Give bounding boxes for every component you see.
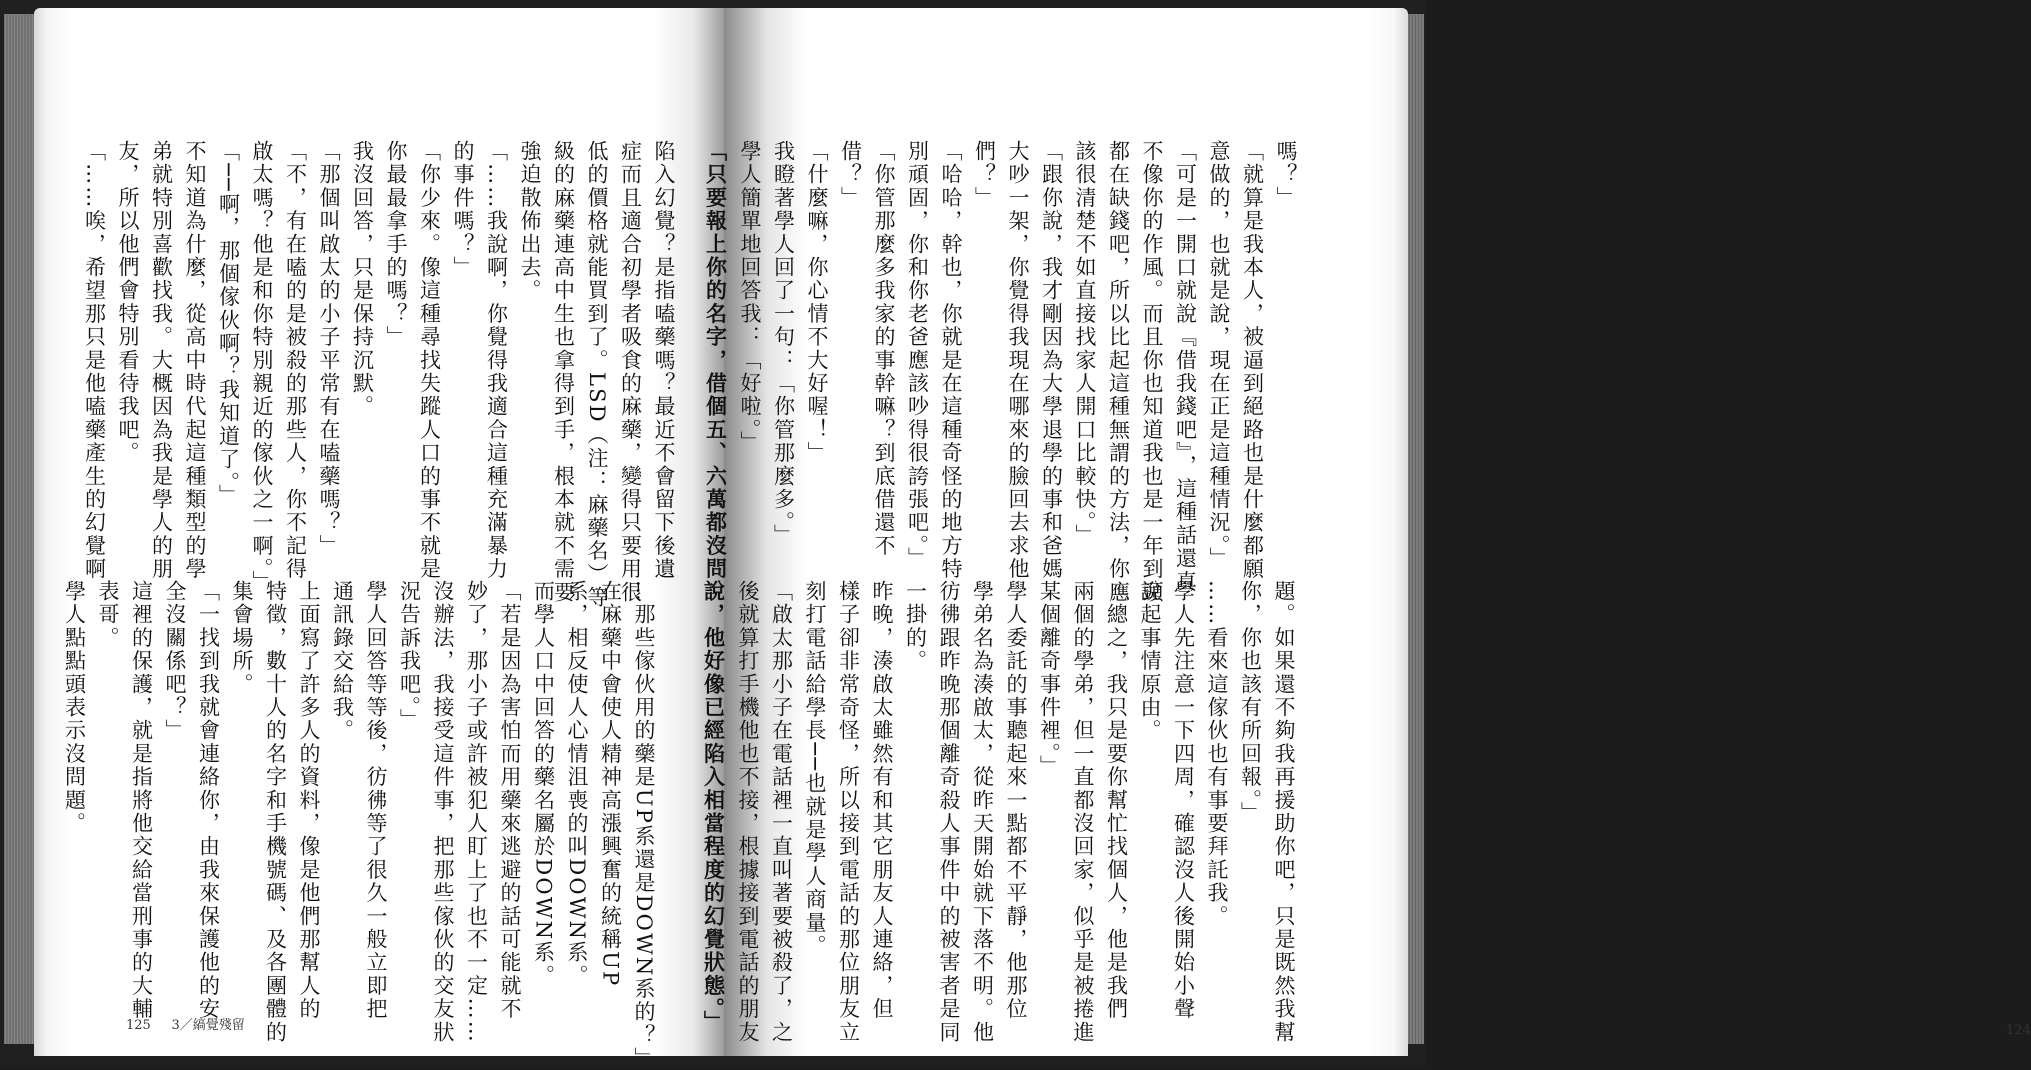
text-column: 這裡的保護，就是指將他交給當刑事的大輔 bbox=[129, 580, 154, 1021]
text-column: 一掛的。 bbox=[903, 580, 928, 673]
right-page-lower-text bbox=[697, 580, 1300, 1044]
left-page-folio bbox=[126, 1014, 245, 1033]
text-column: 你，你也該有所回報。」 bbox=[1238, 580, 1263, 825]
text-column: 「你管那麼多我家的事幹嘛？到底借還不 bbox=[872, 140, 896, 558]
text-column: 「一找到我就會連絡你，由我來保護他的安 bbox=[196, 580, 221, 1021]
text-column: 後就算打手機他也不接，根據接到電話的朋友 bbox=[736, 580, 760, 1044]
left-page-number: 125 bbox=[126, 1018, 151, 1033]
text-column: 學人先注意一下四周，確認沒人後開始小聲 bbox=[1171, 580, 1196, 1021]
text-column: 上面寫了許多人的資料，像是他們那幫人的 bbox=[297, 580, 321, 1021]
text-column: 都在缺錢吧，所以比起這種無謂的方法，你應 bbox=[1106, 140, 1131, 604]
text-column: 不知道為什麼，從高中時代起這種類型的學 bbox=[183, 140, 207, 581]
text-column: 某個離奇事件裡。」 bbox=[1037, 580, 1062, 779]
text-column: 別頑固，你和你老爸應該吵得很誇張吧。」 bbox=[905, 140, 930, 571]
text-column: 級的麻藥連高中生也拿得到手，根本就不需要 bbox=[551, 140, 576, 604]
text-column: 說，他好像已經陷入相當程度的幻覺狀態。」 bbox=[701, 580, 727, 1034]
text-column: 「只要報上你的名字，借個五、六萬都沒問 bbox=[703, 140, 729, 581]
text-column: 學人委託的事聽起來一點都不平靜，他那位 bbox=[1004, 580, 1028, 1021]
text-column: 「……唉，希望那只是他嗑藥產生的幻覺啊 bbox=[82, 140, 107, 581]
text-column: …那些傢伙用的藥是UP系還是DOWN系的？」 bbox=[632, 580, 656, 1070]
text-column: 兩個的學弟，但一直都沒回家，似乎是被捲進 bbox=[1071, 580, 1095, 1044]
text-column: 彷彿跟昨晚那個離奇殺人事件中的被害者是同 bbox=[937, 580, 961, 1044]
text-column: 不像你的作風。而且你也知道我也是一年到頭 bbox=[1140, 140, 1164, 604]
left-page-upper-text bbox=[77, 140, 680, 610]
text-column: 弟就特別喜歡找我。大概因為我是學人的朋 bbox=[149, 140, 174, 581]
text-column: 系，相反使人心情沮喪的叫DOWN系。 bbox=[565, 580, 589, 988]
text-column: 借？」 bbox=[838, 140, 863, 210]
text-column: 「就算是我本人，被逼到絕路也是什麼都願 bbox=[1240, 140, 1265, 581]
text-column: 「若是因為害怕而用藥來逃避的話可能就不 bbox=[498, 580, 522, 1021]
text-column: 而學人口中回答的藥名屬於DOWN系。 bbox=[531, 580, 556, 988]
text-column: ……看來這傢伙也有事要拜託我。 bbox=[1205, 580, 1229, 928]
right-page-number: 124 bbox=[2006, 1023, 2031, 1038]
left-page bbox=[34, 8, 724, 1070]
left-running-head: 3／縞覺殘留 bbox=[171, 1018, 245, 1033]
text-column: 特徵，數十人的名字和手機號碼、及各團體的 bbox=[263, 580, 288, 1044]
left-page-edges bbox=[4, 14, 34, 1044]
text-column: 「不，有在嗑的是被殺的那些人，你不記得 bbox=[283, 140, 308, 581]
text-column: 學弟名為湊啟太，從昨天開始就下落不明。他 bbox=[970, 580, 995, 1044]
right-page-upper-text bbox=[699, 140, 1302, 604]
text-column: 嗎？」 bbox=[1274, 140, 1298, 210]
text-column: 在麻藥中會使人精神高漲興奮的統稱UP bbox=[598, 580, 623, 988]
text-column: 「總之，我只是要你幫忙找個人，他是我們 bbox=[1104, 580, 1129, 1021]
right-page bbox=[701, 8, 2031, 1056]
text-column: 妙了，那小子或許被犯人盯上了也不一定…… bbox=[464, 580, 489, 1044]
text-column: 「哈哈，幹也，你就是在這種奇怪的地方特 bbox=[939, 140, 963, 581]
text-column: 「什麼嘛，你心情不大好喔！」 bbox=[805, 140, 829, 465]
text-column: 強迫散佈出去。 bbox=[518, 140, 542, 303]
text-column: 說起事情原由。 bbox=[1138, 580, 1162, 743]
text-column: 沒辦法，我接受這件事，把那些傢伙的交友狀 bbox=[431, 580, 455, 1044]
text-column: 集會場所。 bbox=[230, 580, 254, 696]
text-column: 「那個叫啟太的小子平常有在嗑藥嗎？」 bbox=[317, 140, 341, 558]
text-column: 友，所以他們會特別看待我吧。 bbox=[116, 140, 140, 465]
text-column: 況告訴我吧。」 bbox=[397, 580, 422, 732]
text-column: 學人簡單地回答我：「好啦。」 bbox=[738, 140, 762, 455]
text-column: 「可是一開口就說『借我錢吧』，這種話還真 bbox=[1173, 140, 1198, 594]
text-column: 該很清楚不如直接找家人開口比較快。」 bbox=[1073, 140, 1097, 548]
text-column: 題。如果還不夠我再援助你吧，只是既然我幫 bbox=[1272, 580, 1296, 1044]
text-column: 通訊錄交給我。 bbox=[330, 580, 355, 743]
text-column: 症而且適合初學者吸食的麻藥，變得只要用很 bbox=[618, 140, 643, 604]
text-column: 陷入幻覺？是指嗑藥嗎？最近不會留下後遺 bbox=[652, 140, 676, 581]
text-column: 昨晚，湊啟太雖然有和其它朋友人連絡，但 bbox=[870, 580, 894, 1021]
text-column: 刻打電話給學長──也就是學人商量。 bbox=[803, 580, 827, 958]
text-column: 低的價格就能買到了。LSD（注：麻藥名）等 bbox=[585, 140, 609, 610]
text-column: 學人回答等等後，彷彿等了很久一般立即把 bbox=[364, 580, 388, 1021]
text-column: 們？」 bbox=[972, 140, 997, 210]
text-column: 你最最拿手的嗎？」 bbox=[384, 140, 408, 349]
text-column: 啟太嗎？他是和你特別親近的傢伙之一啊。」 bbox=[250, 140, 274, 594]
right-page-edges bbox=[1406, 14, 1424, 1044]
text-column: 意做的，也就是說，現在正是這種情況。」 bbox=[1207, 140, 1231, 571]
text-column: 的事件嗎？」 bbox=[451, 140, 475, 280]
text-column: 我瞪著學人回了一句：「你管那麼多。」 bbox=[771, 140, 796, 548]
text-column: 全沒關係吧？」 bbox=[163, 580, 187, 743]
text-column: 「跟你說，我才剛因為大學退學的事和爸媽 bbox=[1039, 140, 1064, 581]
text-column: 表哥。 bbox=[96, 580, 120, 650]
text-column: 「啟太那小子在電話裡一直叫著要被殺了，之 bbox=[769, 580, 794, 1044]
text-column: 我沒回答，只是保持沉默。 bbox=[350, 140, 375, 419]
text-column: 大吵一架，你覺得我現在哪來的臉回去求他 bbox=[1006, 140, 1030, 581]
text-column: 「你少來。像這種尋找失蹤人口的事不就是 bbox=[417, 140, 442, 581]
text-column: 「……我說啊，你覺得我適合這種充滿暴力 bbox=[484, 140, 509, 581]
text-column: 學人點點頭表示沒問題。 bbox=[62, 580, 87, 836]
text-column: 樣子卻非常奇怪，所以接到電話的那位朋友立 bbox=[836, 580, 861, 1044]
text-column: 「──啊，那個傢伙啊？我知道了。」 bbox=[216, 140, 241, 508]
